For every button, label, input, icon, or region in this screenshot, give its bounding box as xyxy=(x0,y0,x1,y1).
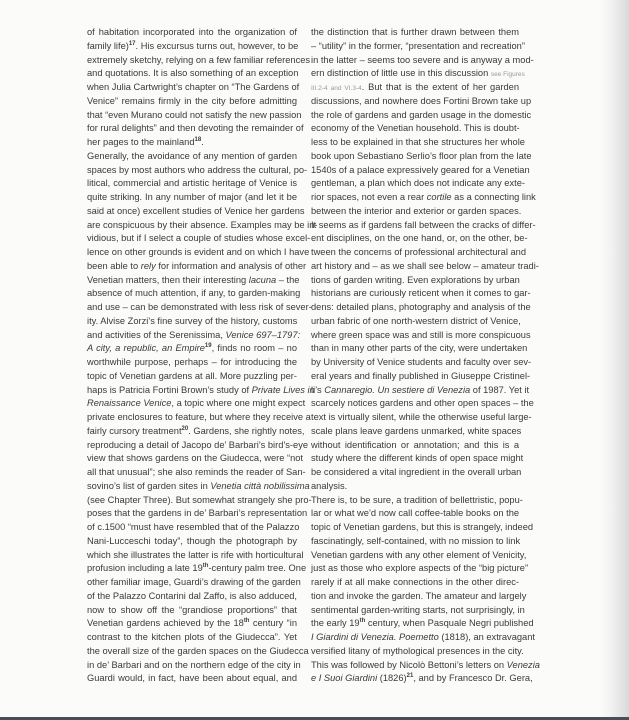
text-run: be considered a vital ingredient in the overall urban xyxy=(311,467,522,477)
text-line xyxy=(87,370,297,384)
text-run: -century palm tree. One xyxy=(208,563,307,574)
text-line xyxy=(311,219,536,233)
text-line xyxy=(87,466,306,480)
text-run: , a topic where one might expect xyxy=(171,398,306,409)
text-line xyxy=(87,177,297,191)
text-run: This was followed by Nicolò Bettoni’s letters on xyxy=(311,659,507,670)
text-line xyxy=(311,54,534,68)
text-line xyxy=(311,549,527,563)
text-run: discussions, and nowhere does Fortini Brown take up xyxy=(311,95,532,106)
text-line xyxy=(311,645,524,659)
text-line xyxy=(311,659,540,673)
text-run: of habitation incorporated into the organization of xyxy=(87,27,297,37)
text-run: litical, commercial and artistic heritage of Venice is xyxy=(87,178,297,189)
text-line xyxy=(311,425,522,439)
text-run: book upon Sebastiano Serlio’s floor plan from the late xyxy=(311,150,532,161)
italic-text: Venice 697–1797: xyxy=(225,329,301,340)
text-line xyxy=(87,26,297,40)
text-run: that “even Murano could not satisfy the new passion xyxy=(87,109,302,120)
text-line xyxy=(87,494,312,508)
text-column-left xyxy=(87,26,318,686)
text-line xyxy=(311,397,534,411)
text-line xyxy=(87,54,311,68)
text-line xyxy=(311,411,532,425)
text-run: fascinatingly, self-contained, with no mission to link xyxy=(311,535,521,546)
text-run: of 1987. Yet it xyxy=(470,384,530,395)
text-run: worthwhile purpose, perhaps – for introducing the xyxy=(87,357,297,367)
text-run: contrast to the kitchen plots of the Giudecca”. Yet xyxy=(87,632,297,642)
text-run: li’s xyxy=(311,384,325,395)
text-run: ity. Alvise Zorzi’s fine survey of the history, customs xyxy=(87,315,298,326)
text-line xyxy=(311,562,529,576)
text-run: Guardi would, in fact, have been about equal, and xyxy=(87,673,297,684)
text-line xyxy=(311,164,530,178)
text-line xyxy=(311,672,533,686)
text-line xyxy=(311,604,525,618)
text-line xyxy=(311,67,525,81)
text-line xyxy=(311,260,539,274)
italic-text: Private Lives in xyxy=(251,384,315,395)
text-run: topic of Venetian gardens, but this is strangely, indeed xyxy=(311,522,534,532)
text-run: Venetian gardens achieved by the 18 xyxy=(87,618,244,629)
text-run: . His excursus turns out, however, to be xyxy=(135,40,299,51)
text-run: are conspicuous by their absence. Examples may be in- xyxy=(87,219,318,230)
text-run: scarcely notices gardens and other open spaces – the xyxy=(311,398,534,409)
text-run: . xyxy=(201,137,204,147)
text-run: the role of gardens and garden usage in the domestic xyxy=(311,109,532,120)
italic-text: e I Suoi Giardini xyxy=(311,673,378,684)
text-run: versified litany of mythological presences in the city. xyxy=(311,645,524,656)
text-line xyxy=(87,659,301,673)
text-run: ent disciplines, on the one hand, or, on the other, be- xyxy=(311,233,528,244)
text-line xyxy=(87,507,308,521)
figure-reference: III.2-4 and VI.3-4 xyxy=(311,85,362,92)
footnote-ref: th xyxy=(202,563,209,570)
text-run: Venetian matters, then their interesting xyxy=(87,274,249,285)
text-line xyxy=(87,549,304,563)
text-line xyxy=(311,384,530,398)
text-run: Venetian gardens with any other element of Venicity, xyxy=(311,549,527,560)
text-line xyxy=(87,81,300,95)
italic-text: A city, a republic, an Empire xyxy=(87,343,205,354)
text-line xyxy=(87,604,297,618)
text-run: Venice” remains firmly in the city before admitting xyxy=(87,95,297,106)
text-line xyxy=(311,439,519,453)
text-line xyxy=(311,95,532,109)
text-line xyxy=(311,246,526,260)
text-run: the overall size of the garden spaces on the Giudecca xyxy=(87,645,309,656)
text-line xyxy=(87,67,297,81)
text-run: fairly cursory treatment xyxy=(87,425,182,436)
text-run: than in many other parts of the city, were undertaken xyxy=(311,343,528,354)
text-run: vidious, but if I select a couple of studies whose excel- xyxy=(87,233,311,244)
text-line xyxy=(311,136,525,150)
text-run: , finds no room – no xyxy=(211,343,297,354)
text-run: absence of much attention, if any, to garden-making xyxy=(87,288,301,299)
text-line xyxy=(311,590,527,604)
text-run: tion and invoke the garden. The amateur and largely xyxy=(311,590,527,601)
text-run: . Gardens, she rightly notes, xyxy=(188,425,305,436)
text-run: extremely sketchy, relying on a few familiar references xyxy=(87,54,311,65)
text-line xyxy=(87,260,307,274)
text-line xyxy=(311,494,523,508)
text-run: of the Palazzo Contarini dal Zaffo, is also adduced, xyxy=(87,590,297,601)
footnote-ref: 21 xyxy=(406,673,414,680)
text-line xyxy=(311,232,528,246)
text-line xyxy=(311,507,519,521)
text-run: other familiar image, Guardi’s drawing of the garden xyxy=(87,577,301,587)
text-line xyxy=(311,535,519,549)
text-run: all that unusual”; she also reminds the reader of San- xyxy=(87,467,306,477)
text-line xyxy=(311,301,531,315)
text-run: in the latter – seems too severe and is anyway a mod- xyxy=(311,54,534,65)
text-run: (1826) xyxy=(377,673,407,684)
text-run: rarely if at all make connections in the other direc- xyxy=(311,577,519,587)
text-line xyxy=(87,191,297,205)
italic-text: rely xyxy=(140,260,156,271)
text-line xyxy=(311,370,531,384)
text-run: reproducing a detail of Jacopo de’ Barbari’s bird’s-eye xyxy=(87,439,309,450)
text-line xyxy=(311,466,522,480)
footnote-ref: th xyxy=(359,618,366,625)
text-line xyxy=(87,562,307,576)
text-run: gentleman, a plan which does not indicate any exte- xyxy=(311,178,525,189)
text-run: quite striking. In any number of major (and let it be xyxy=(87,192,297,202)
text-line xyxy=(311,452,524,466)
text-run: lar or what we’d now call coffee-table books on the xyxy=(311,508,520,519)
text-line xyxy=(87,329,301,343)
text-line xyxy=(87,301,312,315)
text-line xyxy=(87,356,297,370)
text-run: . But that is the extent of her garden xyxy=(361,82,520,92)
text-line xyxy=(87,397,306,411)
text-run: the early 19 xyxy=(311,618,360,629)
text-run: and use – can be demonstrated with less risk of sever- xyxy=(87,302,312,312)
text-line xyxy=(87,535,297,549)
text-line xyxy=(311,521,534,535)
text-line xyxy=(311,315,519,329)
italic-text: Venezia xyxy=(506,659,540,670)
text-run: for information and analysis of other xyxy=(155,260,307,271)
text-line xyxy=(87,480,310,494)
text-line xyxy=(311,191,536,205)
italic-text: Renaissance Venice xyxy=(87,398,172,409)
text-run: analysis. xyxy=(311,480,348,491)
text-line xyxy=(87,205,305,219)
text-line xyxy=(87,40,297,54)
text-run: urban fabric of one north-western district of Venice, xyxy=(311,315,521,326)
text-run: – “utility” in the former, “presentation and recreation” xyxy=(311,40,525,51)
text-line xyxy=(311,356,532,370)
text-line xyxy=(311,40,525,54)
text-run: now to show off the “grandiose proportions” that xyxy=(87,604,297,615)
text-line xyxy=(311,342,528,356)
text-run: It seems as if gardens fall between the cracks of differ- xyxy=(311,219,536,230)
text-line xyxy=(311,480,519,494)
text-run: tions of garden writing. Even explorations by urban xyxy=(311,274,520,285)
text-run: of c.1500 “must have resembled that of the Palazzo xyxy=(87,522,300,532)
italic-text: lacuna xyxy=(248,274,277,285)
text-run: There is, to be sure, a tradition of bellettristic, popu- xyxy=(311,494,523,505)
text-line xyxy=(87,150,297,164)
text-run: where green space was and still is more conspicuous xyxy=(311,329,531,340)
footnote-ref: th xyxy=(243,618,250,625)
text-line xyxy=(87,122,304,136)
text-run: century “in xyxy=(249,618,297,629)
text-run: century, when Pasquale Negri published xyxy=(365,618,534,629)
text-run: as a connecting link xyxy=(451,192,536,202)
text-line xyxy=(311,287,531,301)
text-run: , and by Francesco Dr. Gera, xyxy=(413,673,533,684)
text-line xyxy=(87,384,315,398)
text-run: and quotations. It is also something of an exception xyxy=(87,68,299,79)
text-run: rior spaces, not even a rear xyxy=(311,192,427,202)
text-line xyxy=(87,645,309,659)
text-run: art history and – as we shall see below – amateur tradi- xyxy=(311,260,539,271)
text-line xyxy=(311,576,519,590)
text-line xyxy=(87,590,297,604)
text-run: spaces by most authors who address the cultural, po- xyxy=(87,164,308,175)
text-line xyxy=(311,177,525,191)
text-run: (see Chapter Three). But somewhat strangely she pro- xyxy=(87,494,312,505)
text-run: historians are curiously reticent when it comes to gar- xyxy=(311,288,531,299)
text-run: her pages to the mainland xyxy=(87,137,195,147)
text-run: sovino’s list of garden sites in xyxy=(87,480,211,491)
text-run: the distinction that is further drawn between them xyxy=(311,27,519,37)
text-line xyxy=(311,150,532,164)
text-line xyxy=(87,315,297,329)
text-run: which she illustrates the latter is rife with horticultural xyxy=(87,549,304,560)
text-line xyxy=(87,109,302,123)
text-line xyxy=(87,631,297,645)
text-run: by University of Venice students and faculty over sev- xyxy=(311,357,532,367)
footnote-ref: 19 xyxy=(204,343,212,350)
italic-text: cortile xyxy=(426,192,452,202)
text-line xyxy=(87,576,301,590)
text-run: sentimental garden-writing starts, not surprisingly, in xyxy=(311,604,525,615)
text-line xyxy=(87,246,310,260)
italic-text: Venetia città nobilissima xyxy=(210,480,310,491)
text-line xyxy=(311,617,534,631)
footnote-ref: 20 xyxy=(181,425,189,432)
text-run: been able to xyxy=(87,260,141,271)
text-line xyxy=(87,287,301,301)
text-line xyxy=(311,109,532,123)
text-run: said at once) excellent studies of Venice her gardens xyxy=(87,205,305,216)
footnote-ref: 17 xyxy=(128,40,136,47)
text-line xyxy=(87,232,311,246)
text-line xyxy=(311,329,531,343)
text-run: economy of the Venetian household. This is doubt- xyxy=(311,123,520,134)
text-run: Nani-Lucceschi today”, though the photograph by xyxy=(87,535,297,546)
text-line xyxy=(87,425,305,439)
text-run: without identification or annotation; and this is a xyxy=(311,439,519,450)
text-run: for rural delights” and then devoting the remainder of xyxy=(87,123,304,134)
text-line xyxy=(87,136,297,150)
text-run: topic of Venetian gardens at all. More puzzling per- xyxy=(87,370,297,381)
text-line xyxy=(87,219,318,233)
text-run: private enclosures to feature, but where they receive a xyxy=(87,412,311,422)
footnote-ref: 18 xyxy=(194,137,202,143)
text-column-right xyxy=(311,26,540,686)
text-run: profusion including a late 19 xyxy=(87,563,203,574)
text-run: tween the concerns of professional architectural and xyxy=(311,247,526,257)
text-line xyxy=(311,122,519,136)
italic-text: Cannaregio. Un sestiere di Venezia xyxy=(324,384,471,395)
text-run: eral years and finally published in Giuseppe Cristinel- xyxy=(311,370,531,381)
text-line xyxy=(87,521,300,535)
text-run: poses that the gardens in de’ Barbari’s representation xyxy=(87,508,308,519)
text-run: dens: detailed plans, photography and analysis of the xyxy=(311,302,531,312)
text-run: and activities of the Serenissima, xyxy=(87,329,226,340)
text-run: family life) xyxy=(87,40,129,51)
text-run: in de’ Barbari and on the northern edge of the city in xyxy=(87,659,301,670)
text-line xyxy=(87,274,300,288)
text-line xyxy=(311,205,522,219)
text-line xyxy=(87,164,308,178)
text-run: haps is Patricia Fortini Brown’s study of xyxy=(87,384,252,395)
text-run: – the xyxy=(276,274,300,285)
text-run: view that shows gardens on the Giudecca, were “not xyxy=(87,453,304,464)
text-line xyxy=(87,672,297,686)
text-line xyxy=(311,26,519,40)
text-line xyxy=(311,81,519,95)
text-line xyxy=(87,452,304,466)
text-line xyxy=(311,631,535,645)
text-line xyxy=(87,617,297,631)
text-run: study where the different kinds of open space might xyxy=(311,453,524,464)
text-run: just as those who explore aspects of the “big picture” xyxy=(311,563,529,574)
text-run: Generally, the avoidance of any mention of garden xyxy=(87,150,297,161)
text-run: when Julia Cartwright’s chapter on “The Gardens of xyxy=(87,82,300,92)
text-line xyxy=(87,95,297,109)
figure-reference: see Figures xyxy=(490,71,525,79)
text-line xyxy=(87,411,311,425)
text-run: between the interior and exterior or garden spaces. xyxy=(311,205,522,216)
text-run: (1818), an extravagant xyxy=(438,632,535,642)
text-line xyxy=(311,274,519,288)
text-run: scale plans leave gardens unmarked, white spaces xyxy=(311,425,522,436)
text-run: lence on other grounds is evident and on which I have xyxy=(87,247,310,257)
text-run: ern distinction of little use in this discussion xyxy=(311,68,491,79)
italic-text: I Giardini di Venezia. Poemetto xyxy=(311,632,439,642)
text-line xyxy=(87,439,309,453)
text-run: text is virtually silent, while the otherwise useful large- xyxy=(311,412,532,422)
text-run: less to be explained in that she structures her whole xyxy=(311,137,525,147)
text-run: 1540s of a palace expressively geared for a Venetian xyxy=(311,164,530,175)
text-line xyxy=(87,342,297,356)
